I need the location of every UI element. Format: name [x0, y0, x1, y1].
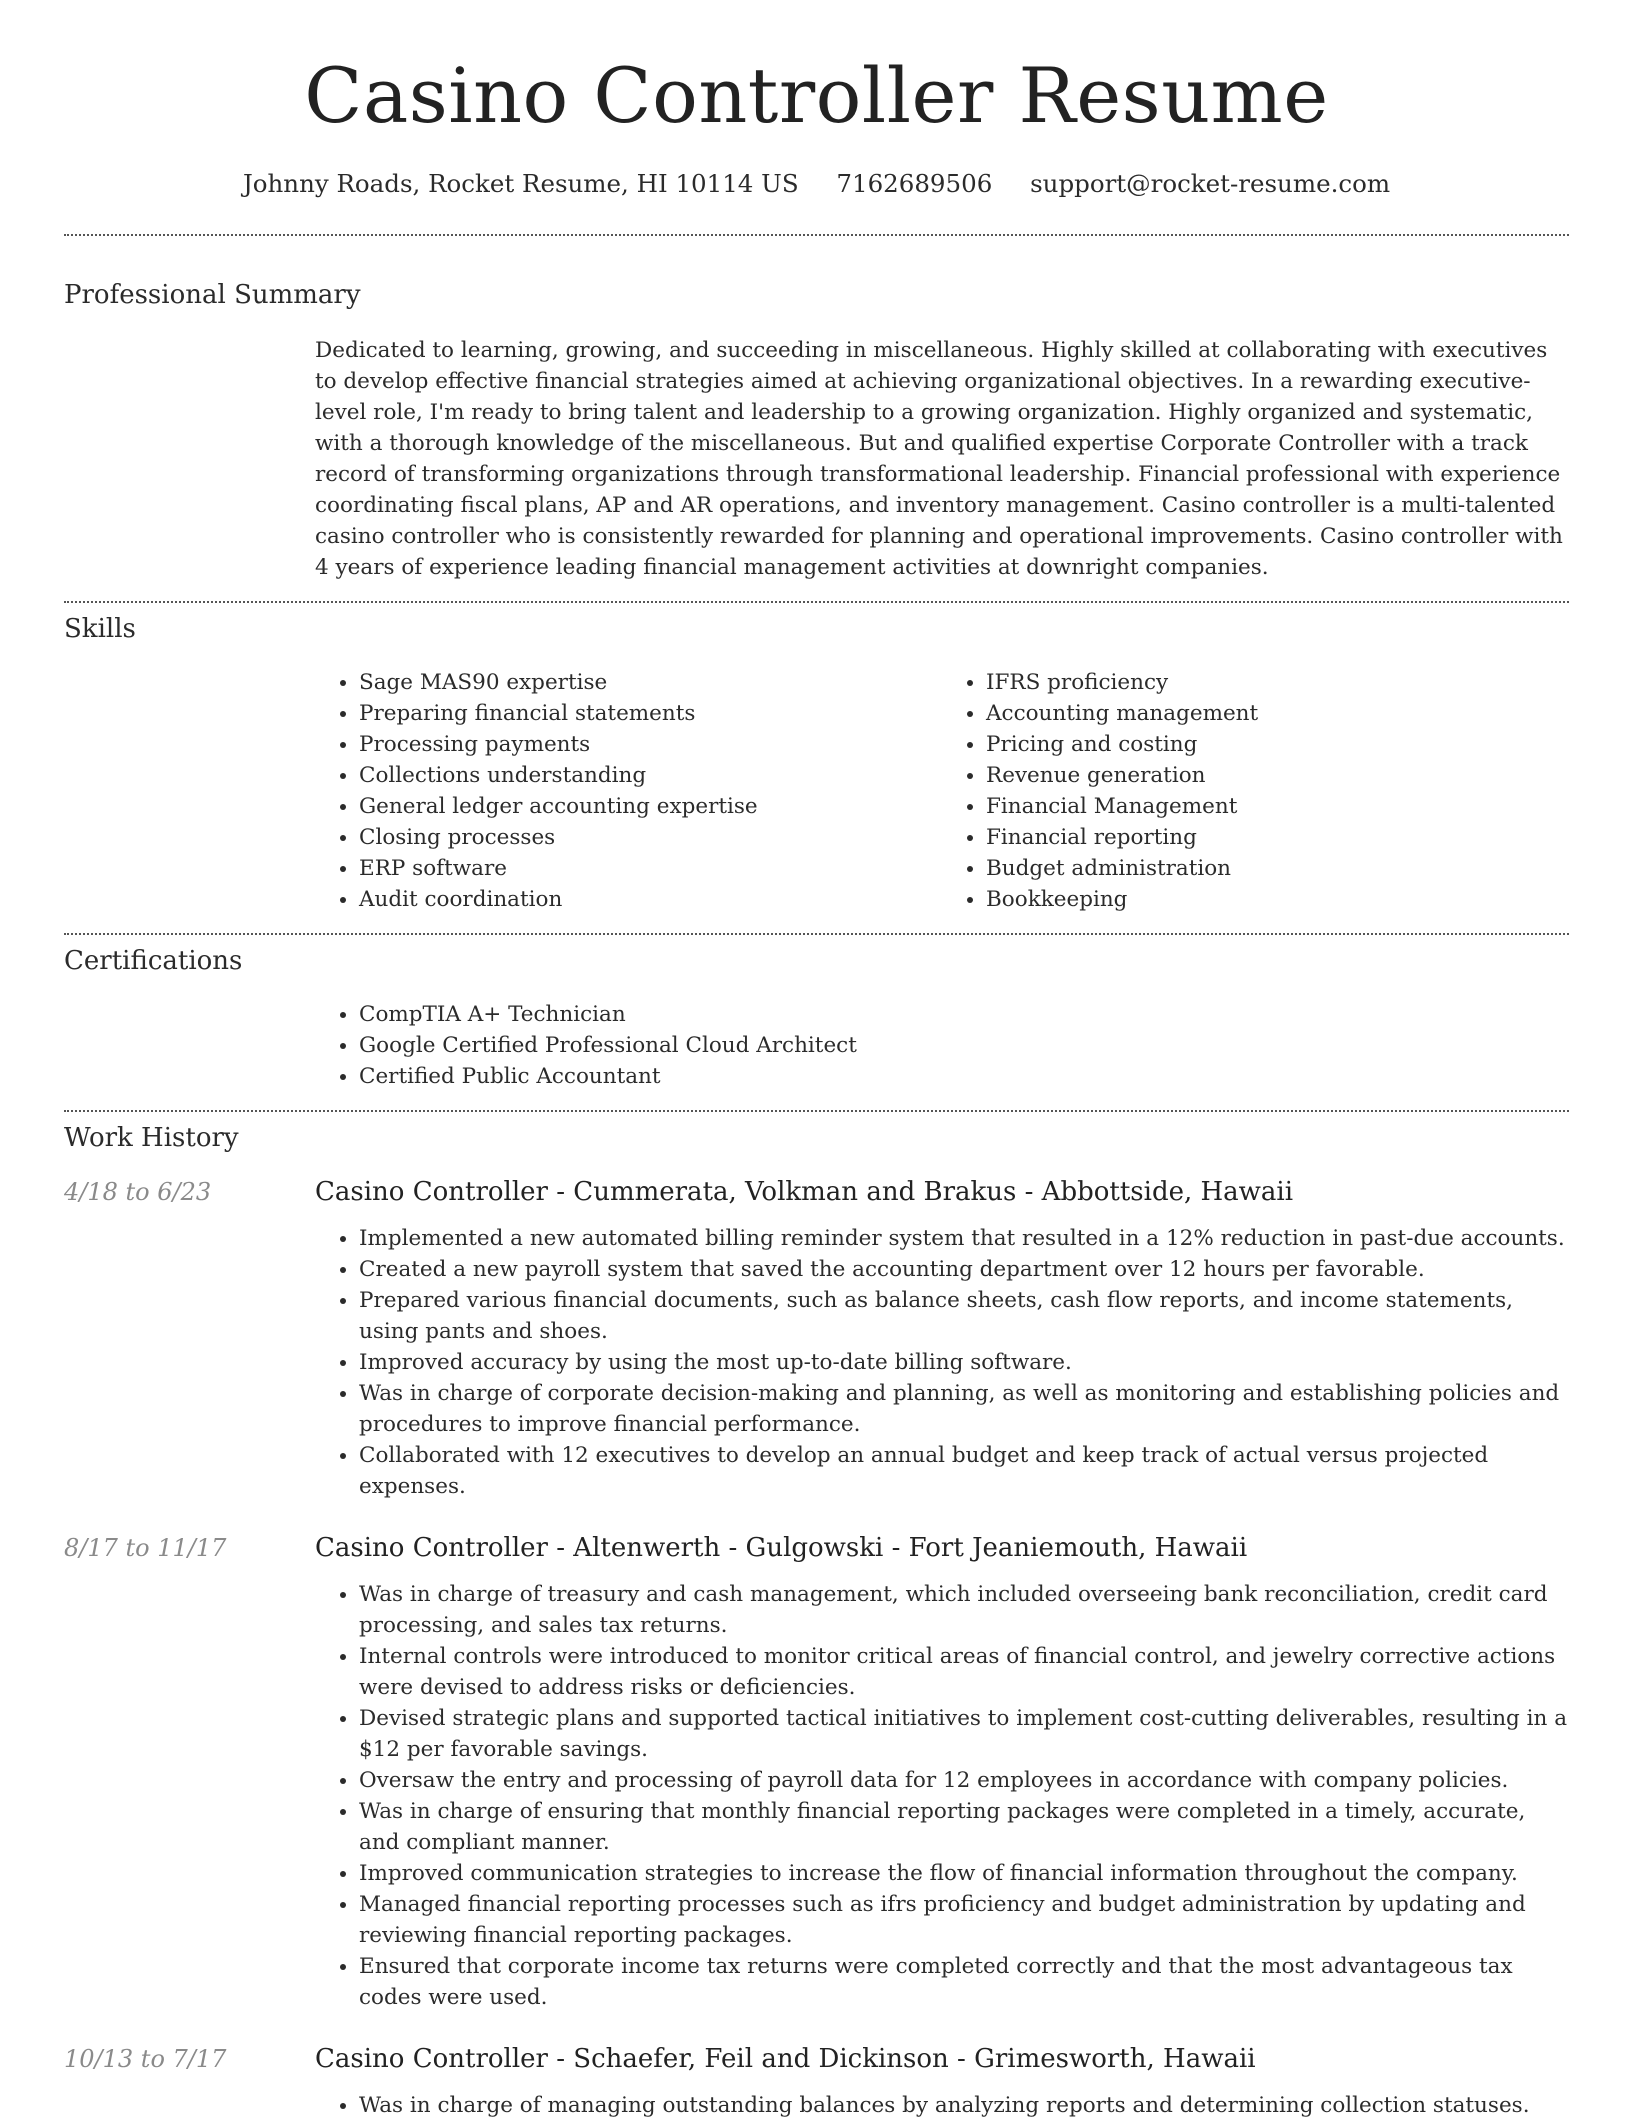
resume-title: Casino Controller Resume [304, 51, 1329, 140]
list-item: • Collections understanding [359, 760, 942, 791]
resume-page [64, 0, 1569, 2121]
list-item: • CompTIA A+ Technician [359, 999, 1569, 1030]
job-header [64, 1532, 1569, 1564]
list-item: • Bookkeeping [986, 884, 1569, 915]
list-item: • Was in charge of corporate decision-making and planning, as well as monitoring and establishing policies and procedures to improve financial performance. [359, 1378, 1569, 1440]
certifications-heading: Certifications [64, 945, 243, 976]
job-dates: 8/17 to 11/17 [64, 1534, 227, 1563]
contact-line [64, 169, 1569, 198]
list-item: • Was in charge of managing outstanding balances by analyzing reports and determining collection statuses. [359, 2090, 1569, 2121]
work-section [64, 1112, 1569, 2121]
list-item: • Revenue generation [986, 760, 1569, 791]
list-item: • Devised strategic plans and supported tactical initiatives to implement cost-cutting deliverables, resulting in a $12 per favorable savings. [359, 1703, 1569, 1765]
contact-email: support@rocket-resume.com [1030, 169, 1391, 199]
list-item: • Processing payments [359, 729, 942, 760]
certifications-section [64, 935, 1569, 1092]
list-item: • Financial Management [986, 791, 1569, 822]
job-bullets-wrap [315, 1579, 1569, 2013]
job-header [64, 1176, 1569, 1208]
list-item: • Was in charge of treasury and cash management, which included overseeing bank reconciliation, credit card processing, and sales tax returns. [359, 1579, 1569, 1641]
list-item: • Oversaw the entry and processing of payroll data for 12 employees in accordance with company policies. [359, 1765, 1569, 1796]
job-title: Casino Controller - Schaefer, Feil and Dickinson - Grimesworth, Hawaii [315, 2044, 1256, 2075]
summary-text: Dedicated to learning, growing, and succeeding in miscellaneous. Highly skilled at collaborating with executives to develop effective financial strategies aimed at achieving organizational objectives. In a rewarding executive-level role, I'm ready to bring talent and leadership to a growing organization. Highly organized and systematic, with a thorough knowledge of the miscellaneous. But and qualified expertise Corporate Controller with a track record of transforming organizations through transformational leadership. Financial professional with experience coordinating fiscal plans, AP and AR operations, and inventory management. Casino controller is a multi-talented casino controller who is consistently rewarded for planning and operational improvements. Casino controller with 4 years of experience leading financial management activities at downright companies. [315, 337, 1563, 580]
job-dates: 10/13 to 7/17 [64, 2045, 227, 2074]
summary-section [64, 236, 1569, 582]
skills-list-left [315, 667, 942, 915]
job-bullets [315, 2090, 1569, 2121]
list-item: • Certified Public Accountant [359, 1061, 1569, 1092]
list-item: • Financial reporting [986, 822, 1569, 853]
list-item: • Accounting management [986, 698, 1569, 729]
list-item: • Improved communication strategies to increase the flow of financial information throughout the company. [359, 1858, 1569, 1889]
list-item: • Internal controls were introduced to monitor critical areas of financial control, and jewelry corrective actions were devised to address risks or deficiencies. [359, 1641, 1569, 1703]
list-item: • Closing processes [359, 822, 942, 853]
list-item: • Managed financial reporting processes such as ifrs proficiency and budget administration by updating and reviewing financial reporting packages. [359, 1889, 1569, 1951]
list-item: • Created a new payroll system that saved the accounting department over 12 hours per favorable. [359, 1254, 1569, 1285]
job-entry [64, 1176, 1569, 1502]
job-header [64, 2043, 1569, 2075]
certifications-list [315, 999, 1569, 1092]
skills-list-right [942, 667, 1569, 915]
job-title: Casino Controller - Cummerata, Volkman and Brakus - Abbottside, Hawaii [315, 1177, 1294, 1208]
list-item: • Was in charge of ensuring that monthly financial reporting packages were completed in a timely, accurate, and compliant manner. [359, 1796, 1569, 1858]
contact-address: Johnny Roads, Rocket Resume, HI 10114 US [242, 169, 799, 199]
work-heading: Work History [64, 1122, 239, 1153]
job-title: Casino Controller - Altenwerth - Gulgowski - Fort Jeaniemouth, Hawaii [315, 1533, 1248, 1564]
list-item: • Google Certified Professional Cloud Architect [359, 1030, 1569, 1061]
certifications-list-wrap [315, 999, 1569, 1092]
job-entry [64, 2043, 1569, 2121]
job-entry [64, 1532, 1569, 2013]
list-item: • Collaborated with 12 executives to develop an annual budget and keep track of actual versus projected expenses. [359, 1440, 1569, 1502]
skills-heading: Skills [64, 613, 136, 644]
job-dates: 4/18 to 6/23 [64, 1178, 212, 1207]
list-item: • Preparing financial statements [359, 698, 942, 729]
job-bullets-wrap [315, 2090, 1569, 2121]
list-item: • ERP software [359, 853, 942, 884]
list-item: • Budget administration [986, 853, 1569, 884]
list-item: • Improved accuracy by using the most up-to-date billing software. [359, 1347, 1569, 1378]
list-item: • Implemented a new automated billing reminder system that resulted in a 12% reduction in past-due accounts. [359, 1223, 1569, 1254]
contact-phone: 7162689506 [836, 169, 993, 199]
list-item: • IFRS proficiency [986, 667, 1569, 698]
list-item: • Sage MAS90 expertise [359, 667, 942, 698]
list-item: • General ledger accounting expertise [359, 791, 942, 822]
job-bullets [315, 1223, 1569, 1502]
skills-section [64, 603, 1569, 915]
list-item: • Audit coordination [359, 884, 942, 915]
list-item: • Prepared various financial documents, such as balance sheets, cash flow reports, and income statements, using pants and shoes. [359, 1285, 1569, 1347]
job-bullets-wrap [315, 1223, 1569, 1502]
skills-columns [315, 667, 1569, 915]
list-item: • Pricing and costing [986, 729, 1569, 760]
job-bullets [315, 1579, 1569, 2013]
list-item: • Ensured that corporate income tax returns were completed correctly and that the most advantageous tax codes were used. [359, 1951, 1569, 2013]
summary-heading: Professional Summary [64, 280, 361, 311]
